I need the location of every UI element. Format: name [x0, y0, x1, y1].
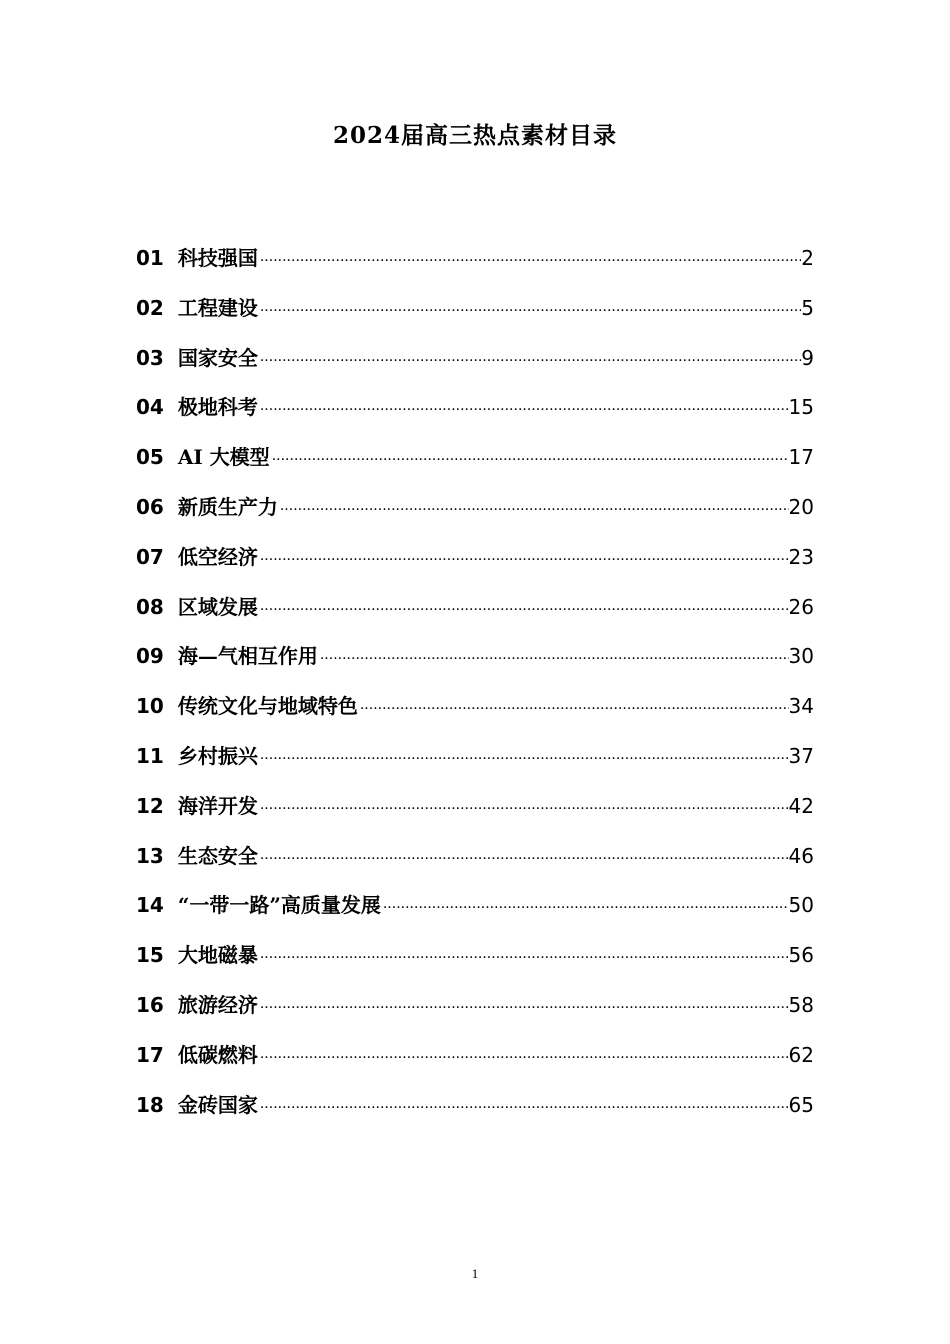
toc-dot-leader	[258, 738, 789, 777]
toc-dot-leader	[381, 887, 789, 926]
toc-entry[interactable]	[136, 1037, 814, 1087]
toc-dot-leader	[278, 489, 789, 528]
toc-entry[interactable]	[136, 638, 814, 688]
toc-dot-leader	[258, 389, 789, 428]
toc-entry-page: 46	[788, 843, 814, 868]
toc-dot-leader	[258, 1087, 789, 1126]
toc-entry-label: 低空经济	[177, 544, 258, 569]
toc-entry-number: 13	[136, 843, 164, 868]
toc-dot-leader	[258, 240, 801, 279]
toc-dot-leader	[258, 937, 789, 976]
toc-entry-number: 09	[136, 644, 164, 669]
toc-entry-label: 金砖国家	[177, 1092, 258, 1117]
toc-entry-label: 海洋开发	[177, 793, 258, 818]
toc-entry-label: 乡村振兴	[177, 743, 258, 768]
toc-entry-page: 30	[788, 644, 814, 669]
toc-entry-label: 大地磁暴	[177, 943, 258, 968]
toc-entry-number: 08	[136, 594, 164, 619]
toc-entry[interactable]	[136, 539, 814, 589]
toc-entry[interactable]	[136, 340, 814, 390]
toc-entry[interactable]	[136, 589, 814, 639]
toc-dot-leader	[258, 788, 789, 827]
toc-entry-page: 34	[788, 694, 814, 719]
toc-dot-leader	[258, 1037, 789, 1076]
toc-entry[interactable]	[136, 788, 814, 838]
toc-entry-page: 20	[788, 494, 814, 519]
toc-entry-number: 03	[136, 345, 164, 370]
toc-entry-label: 极地科考	[177, 395, 258, 420]
toc-entry-number: 11	[136, 743, 164, 768]
toc-entry-page: 50	[788, 893, 814, 918]
toc-entry-label: 传统文化与地域特色	[177, 694, 358, 719]
toc-entry[interactable]	[136, 1087, 814, 1137]
toc-dot-leader	[258, 340, 801, 379]
toc-entry-page: 26	[788, 594, 814, 619]
toc-dot-leader	[270, 439, 789, 478]
toc-entry[interactable]	[136, 489, 814, 539]
toc-entry-number: 01	[136, 246, 164, 270]
toc-entry-page: 2	[801, 246, 814, 270]
toc-entry[interactable]	[136, 290, 814, 340]
toc-entry-label: 新质生产力	[177, 494, 278, 519]
toc-dot-leader	[258, 838, 789, 877]
toc-entry-label: 低碳燃料	[177, 1042, 258, 1067]
toc-entry[interactable]	[136, 240, 814, 290]
toc-entry[interactable]	[136, 887, 814, 937]
toc-entry-page: 15	[788, 395, 814, 420]
toc-entry-number: 14	[136, 893, 164, 918]
toc-entry-number: 02	[136, 295, 164, 320]
toc-dot-leader	[358, 688, 789, 727]
toc-entry-label: “一带一路”高质量发展	[177, 893, 381, 918]
toc-entry-page: 9	[801, 345, 814, 370]
toc-entry-label: 海—气相互作用	[177, 644, 318, 669]
toc-entry-label: 区域发展	[177, 594, 258, 619]
toc-entry[interactable]	[136, 937, 814, 987]
toc-dot-leader	[258, 539, 789, 578]
toc-entry-label: 国家安全	[177, 345, 258, 370]
toc-entry-number: 17	[136, 1042, 164, 1067]
toc-entry-number: 04	[136, 395, 164, 420]
toc-dot-leader	[258, 987, 789, 1026]
toc-entry-page: 62	[788, 1042, 814, 1067]
toc-entry-label: 旅游经济	[177, 992, 258, 1017]
toc-dot-leader	[318, 638, 789, 677]
toc-entry-label: 科技强国	[177, 246, 258, 270]
toc-entry-page: 56	[788, 943, 814, 968]
toc-entry-label: 工程建设	[177, 295, 258, 320]
toc-entry[interactable]	[136, 738, 814, 788]
toc-entry-page: 65	[788, 1092, 814, 1117]
toc-entry-label: 生态安全	[177, 843, 258, 868]
toc-entry-page: 37	[788, 743, 814, 768]
toc-dot-leader	[258, 589, 789, 628]
toc-entry-page: 58	[788, 992, 814, 1017]
toc-entry-number: 16	[136, 992, 164, 1017]
toc-entry[interactable]	[136, 439, 814, 489]
toc-entry-number: 15	[136, 943, 164, 968]
toc-entry-number: 18	[136, 1092, 164, 1117]
toc-entry-page: 42	[788, 793, 814, 818]
toc-entry[interactable]	[136, 987, 814, 1037]
toc-dot-leader	[258, 290, 801, 329]
toc-entry-number: 10	[136, 694, 164, 719]
toc-entry-number: 05	[136, 445, 164, 470]
table-of-contents	[136, 240, 814, 1136]
page-number: 1	[471, 1266, 479, 1281]
toc-entry-number: 06	[136, 494, 164, 519]
toc-entry-number: 12	[136, 793, 164, 818]
toc-entry-page: 23	[788, 544, 814, 569]
toc-entry-page: 17	[788, 445, 814, 470]
toc-entry[interactable]	[136, 838, 814, 888]
toc-entry[interactable]	[136, 389, 814, 439]
toc-entry-number: 07	[136, 544, 164, 569]
toc-entry-page: 5	[801, 295, 814, 320]
page-title: 2024届高三热点素材目录	[332, 122, 617, 149]
toc-entry[interactable]	[136, 688, 814, 738]
toc-entry-label: AI 大模型	[177, 445, 270, 470]
